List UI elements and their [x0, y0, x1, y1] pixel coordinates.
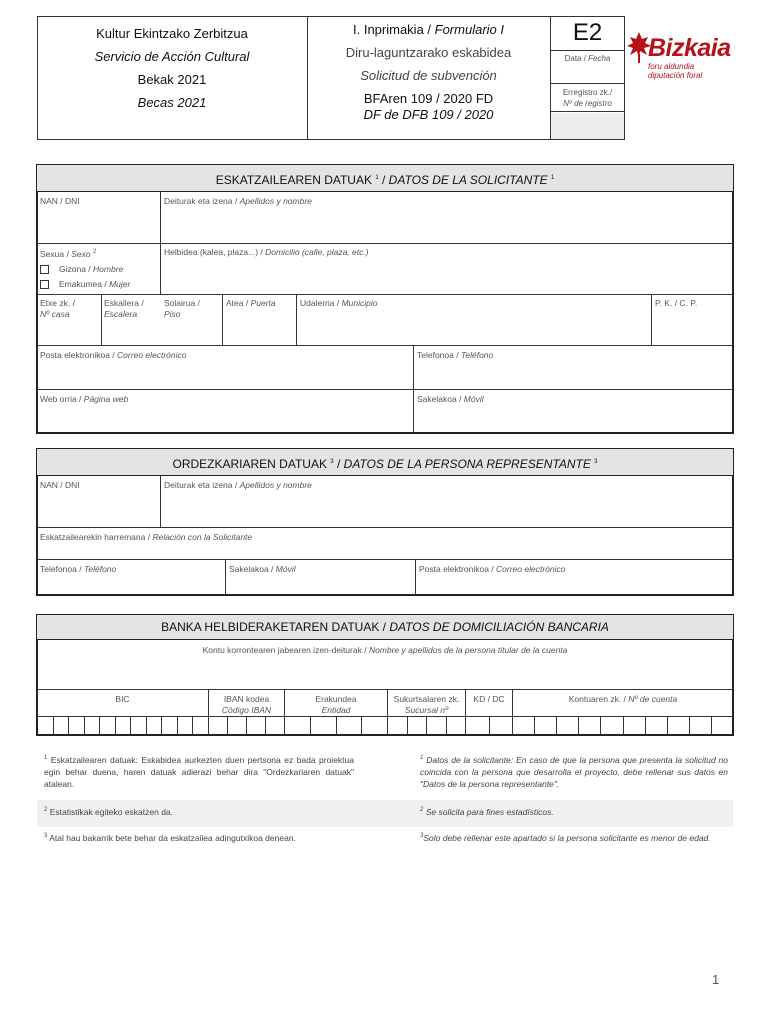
dc-header [466, 691, 512, 716]
representative-title-sup: 3 [330, 459, 334, 465]
applicant-mobile-field[interactable] [414, 391, 733, 433]
digit-separator [623, 716, 624, 735]
holder-label-es: Nombre y apellidos de la persona titular de la cuenta [368, 645, 568, 655]
representative-title-es: DATOS DE LA PERSONA REPRESENTANTE [343, 457, 595, 471]
logo-wordmark: Bizkaia [648, 34, 731, 62]
logo-sub1: foru aldundia [648, 62, 695, 71]
rep-email-label-es: Correo electrónico [496, 564, 566, 574]
page-number: 1 [712, 972, 720, 987]
representative-title-sep: / [333, 457, 344, 471]
sex-label-sup: 2 [92, 249, 97, 255]
account-label-es: Nº de cuenta [628, 694, 678, 704]
applicant-phone-label-es: Teléfono [460, 350, 494, 360]
footnote-2-eu-text: Estatistikak egiteko eskatzen da. [47, 806, 174, 817]
rep-relation-label-es: Relación con la Solicitante [152, 532, 253, 542]
footnote-2-es-num: 2 [420, 807, 424, 813]
org-name-eu: Kultur Ekintzako Zerbitzua [96, 26, 248, 41]
applicant-name-field[interactable] [161, 193, 733, 243]
rep-phone-label-es: Teléfono [83, 564, 117, 574]
digit-separator [265, 716, 266, 735]
footnote-2-es-text: Se solicita para fines estadísticos. [423, 806, 554, 817]
rep-email-label-eu: Posta elektronikoa / [419, 564, 497, 574]
rep-dni-label: NAN / DNI [40, 480, 80, 490]
footnote-2-es [420, 804, 728, 818]
org-name-es: Servicio de Acción Cultural [94, 49, 250, 64]
registry-label-es: Nº de registro [563, 99, 612, 108]
holder-label-eu: Kontu korrontearen jabearen izen-deiturak / [202, 645, 369, 655]
postal-code-label: P. K. / C. P. [655, 298, 698, 308]
male-label-es: Hombre [93, 263, 124, 274]
footnote-2-eu-num: 2 [44, 807, 48, 813]
digit-separator [99, 716, 100, 735]
digit-separator [336, 716, 337, 735]
digit-separator [489, 716, 490, 735]
digit-separator [689, 716, 690, 735]
digit-separator [361, 716, 362, 735]
applicant-mobile-label-es: Móvil [463, 394, 484, 404]
account-label-eu: Kontuaren zk. / [568, 694, 629, 704]
applicant-address-field[interactable] [161, 244, 733, 294]
footnote-1-eu-num: 1 [44, 755, 48, 761]
floor-label-es: Piso [164, 309, 181, 319]
digit-separator [711, 716, 712, 735]
applicant-title-es: DATOS DE LA SOLICITANTE [388, 173, 551, 187]
footnote-3-eu-text: Atal hau bakarrik bete behar da eskatzailea adingutxikoa denean. [47, 832, 296, 843]
address-label-es: Domicilio (calle, plaza, etc.) [265, 247, 369, 257]
door-label-eu: Atea / [226, 298, 251, 308]
stair-label-es: Escalera [104, 309, 138, 319]
sex-label-eu: Sexua / [40, 248, 72, 259]
digit-separator [146, 716, 147, 735]
digit-separator [556, 716, 557, 735]
branch-header [388, 691, 465, 716]
digit-separator [130, 716, 131, 735]
decree-eu: BFAren 109 / 2020 FD [363, 91, 494, 106]
female-checkbox[interactable] [40, 280, 49, 289]
iban-label-es: Código IBAN [221, 705, 272, 715]
digit-separator [310, 716, 311, 735]
rep-name-label-eu: Deiturak eta izena / [164, 480, 240, 490]
municipality-label-eu: Udalerria / [300, 298, 342, 308]
dc-label: KD / DC [473, 694, 505, 704]
entity-label-es: Entidad [321, 705, 351, 715]
footnote-3-eu [44, 830, 354, 844]
female-label-eu: Emakumea / [59, 278, 110, 289]
representative-title-sup2: 3 [594, 459, 598, 465]
form-title [307, 18, 550, 41]
digit-separator [426, 716, 427, 735]
form-subtitle-eu: Diru-laguntzarako eskabidea [345, 45, 512, 60]
applicant-title-eu: ESKATZAILEAREN DATUAK [215, 173, 376, 187]
footnote-3-eu-num: 3 [44, 833, 48, 839]
door-label-es: Puerta [250, 298, 276, 308]
applicant-phone-label-eu: Telefonoa / [417, 350, 461, 360]
entity-header [285, 691, 387, 716]
form-title-eu: I. Inprimakia / [353, 22, 435, 37]
bank-title-eu: BANKA HELBIDERAKETAREN DATUAK / [161, 620, 390, 634]
logo-sub2: diputación foral [648, 71, 703, 80]
footnote-1-eu [44, 752, 354, 790]
bic-header [37, 691, 208, 716]
footnote-3-es-num: 3 [420, 833, 424, 839]
account-holder-field[interactable] [37, 642, 733, 689]
digit-separator [645, 716, 646, 735]
digit-separator [667, 716, 668, 735]
digit-separator [177, 716, 178, 735]
applicant-web-label-es: Página web [83, 394, 129, 404]
house-number-field[interactable] [37, 295, 101, 345]
rep-dni-field[interactable] [37, 477, 160, 527]
iban-label-eu: IBAN kodea [223, 694, 270, 704]
applicant-email-field[interactable] [37, 347, 413, 389]
applicant-mobile-label-eu: Sakelakoa / [417, 394, 464, 404]
representative-title [36, 448, 734, 476]
applicant-name-label-es: Apellidos y nombre [239, 196, 312, 206]
digit-separator [534, 716, 535, 735]
rep-email-field[interactable] [416, 561, 733, 595]
bank-title-es: DATOS DE DOMICILIACIÓN BANCARIA [389, 620, 609, 634]
form-code: E2 [572, 19, 603, 46]
rep-mobile-field[interactable] [226, 561, 415, 595]
org-block [37, 22, 307, 114]
male-checkbox[interactable] [40, 265, 49, 274]
stair-label-eu: Eskailera / [104, 298, 144, 308]
applicant-phone-field[interactable] [414, 347, 733, 389]
applicant-title-sup: 1 [375, 175, 379, 181]
grant-name-eu: Bekak 2021 [137, 72, 207, 87]
applicant-sex-field [37, 244, 160, 294]
applicant-name-label-eu: Deiturak eta izena / [164, 196, 240, 206]
postal-code-field[interactable] [652, 295, 733, 345]
applicant-title [36, 164, 734, 192]
applicant-email-label-eu: Posta elektronikoa / [40, 350, 118, 360]
footnote-1-es [420, 752, 728, 790]
footnote-1-es-num: 1 [420, 755, 424, 761]
digit-separator [68, 716, 69, 735]
door-field[interactable] [223, 295, 296, 345]
footnote-1-eu-text: Eskatzailearen datuak: Eskabidea aurkezten duen pertsona ez bada proiektua egin behar duena, haren datuak adierazi behar dira "Ordezkariaren datuak" atalean. [44, 754, 354, 789]
footnote-3-es [420, 830, 728, 844]
house-number-label-es: Nº casa [40, 309, 70, 319]
form-subtitle-es: Solicitud de subvención [360, 68, 497, 83]
registry-label-eu: Erregistro zk./ [562, 88, 613, 97]
stair-field[interactable] [101, 295, 160, 345]
house-number-label-eu: Etxe zk. / [40, 298, 75, 308]
digit-separator [227, 716, 228, 735]
bizkaia-logo [626, 30, 756, 90]
applicant-title-sep: / [378, 173, 389, 187]
female-label-es: Mujer [109, 278, 131, 289]
registry-value-box[interactable] [551, 113, 624, 139]
digit-separator [161, 716, 162, 735]
municipality-field[interactable] [297, 295, 651, 345]
floor-field[interactable] [161, 295, 222, 345]
form-title-es: Formulario I [434, 22, 504, 37]
digit-separator [446, 716, 447, 735]
applicant-dni-field[interactable] [37, 193, 160, 243]
rep-phone-label-eu: Telefonoa / [40, 564, 84, 574]
digit-separator [578, 716, 579, 735]
decree-es: DF de DFB 109 / 2020 [363, 107, 494, 122]
rep-phone-field[interactable] [37, 561, 225, 595]
digit-separator [246, 716, 247, 735]
account-header [513, 691, 733, 716]
digit-separator [53, 716, 54, 735]
rep-mobile-label-es: Móvil [275, 564, 296, 574]
representative-title-eu: ORDEZKARIAREN DATUAK [172, 457, 331, 471]
address-label-eu: Helbidea (kalea, plaza...) / [164, 247, 266, 257]
digit-separator [407, 716, 408, 735]
municipality-label-es: Municipio [341, 298, 378, 308]
sex-label-es: Sexo [71, 248, 93, 259]
applicant-web-label-eu: Web orria / [40, 394, 84, 404]
rep-relation-field[interactable] [37, 529, 733, 559]
bic-label: BIC [115, 694, 130, 704]
rep-mobile-label-eu: Sakelakoa / [229, 564, 276, 574]
digit-separator [115, 716, 116, 735]
grant-name-es: Becas 2021 [137, 95, 207, 110]
registry-field[interactable] [550, 84, 625, 112]
date-field[interactable] [550, 50, 625, 84]
date-label-es: Fecha [588, 54, 611, 63]
digit-separator [192, 716, 193, 735]
branch-label-eu: Sukurtsalaren zk. [393, 694, 460, 704]
footnote-2-eu [44, 804, 354, 818]
digit-separator [600, 716, 601, 735]
rep-name-label-es: Apellidos y nombre [239, 480, 312, 490]
entity-label-eu: Erakundea [315, 694, 357, 704]
branch-label-es: Sucursal nº [404, 705, 449, 715]
male-label-eu: Gizona / [59, 263, 94, 274]
applicant-web-field[interactable] [37, 391, 413, 433]
footnote-3-es-text: Solo debe rellenar este apartado si la persona solicitante es menor de edad. [423, 832, 711, 843]
applicant-email-label-es: Correo electrónico [117, 350, 187, 360]
iban-header [209, 691, 284, 716]
rep-name-field[interactable] [161, 477, 733, 527]
digit-separator [84, 716, 85, 735]
applicant-title-sup2: 1 [550, 175, 555, 181]
form-title-block [307, 18, 550, 122]
footnote-1-es-text: Datos de la solicitante: En caso de que la persona que presenta la solicitud no coincida con la persona que desarrolla el proyecto, debe rellenar sus datos en "Datos de la persona representante". [420, 754, 728, 789]
bank-title [36, 614, 734, 640]
rep-relation-label-eu: Eskatzailearekin harremana / [40, 532, 153, 542]
date-label-eu: Data / [564, 54, 589, 63]
floor-label-eu: Solairua / [164, 298, 200, 308]
applicant-dni-label: NAN / DNI [40, 196, 80, 206]
